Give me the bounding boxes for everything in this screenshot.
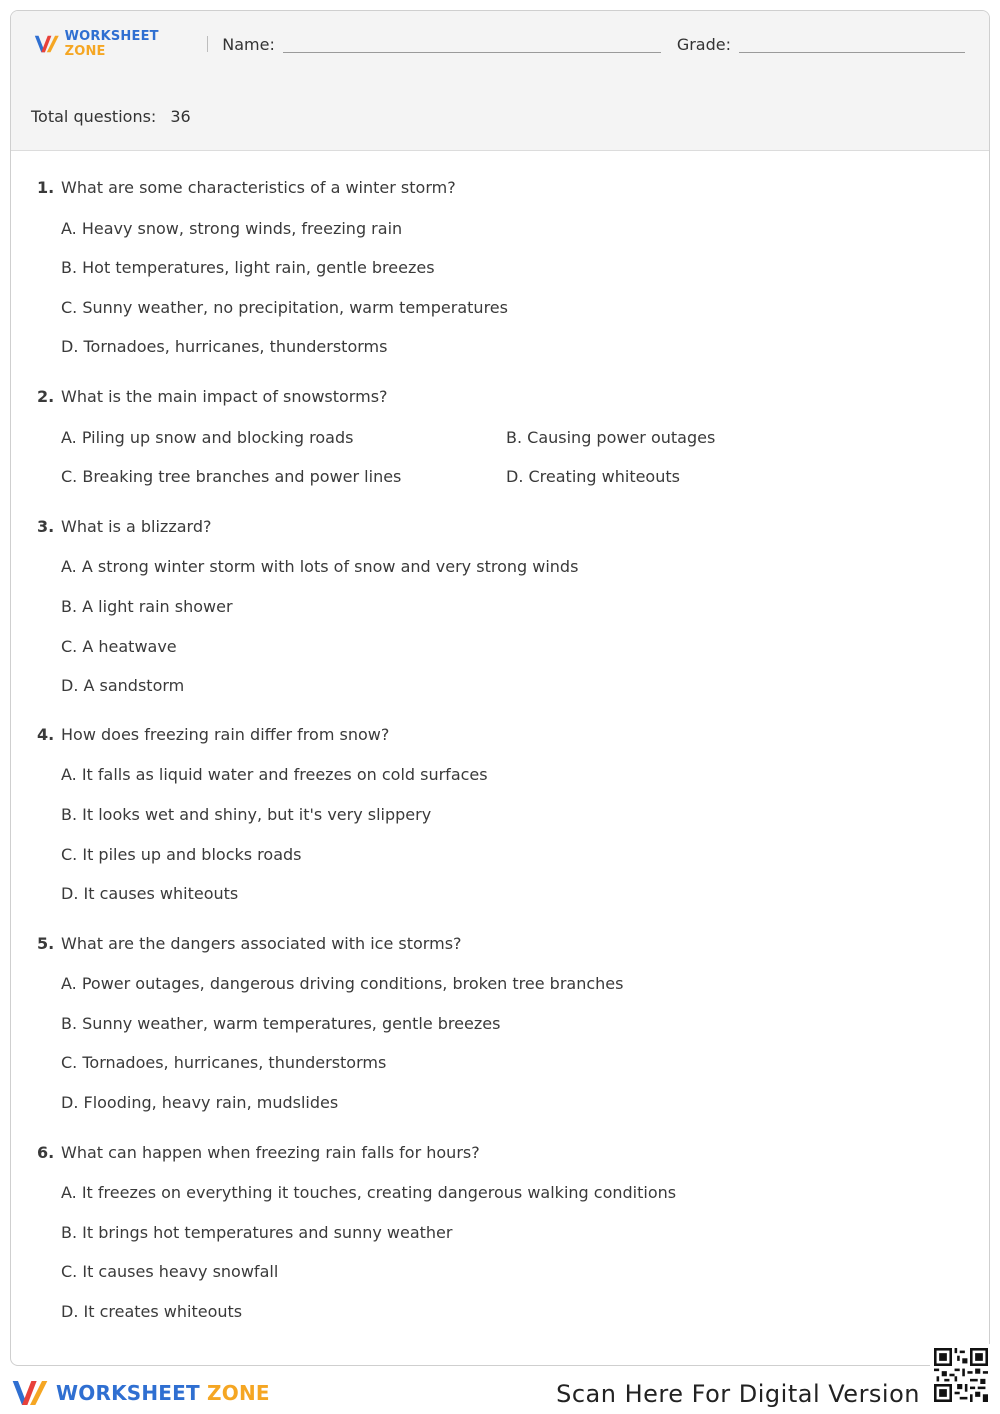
option-6a[interactable]: A. It freezes on everything it touches, creating dangerous walking conditions (61, 1183, 677, 1202)
option-2d[interactable]: D. Creating whiteouts (506, 467, 680, 486)
option-4a[interactable]: A. It falls as liquid water and freezes on cold surfaces (61, 765, 488, 784)
option-3b[interactable]: B. A light rain shower (61, 597, 233, 616)
question-number: 3. (37, 517, 55, 536)
page-footer (0, 1366, 1000, 1414)
brand-part-worksheet: WORKSHEET (56, 1381, 200, 1405)
grade-label: Grade: (676, 34, 731, 54)
option-2b[interactable]: B. Causing power outages (506, 428, 716, 447)
question-number: 1. (37, 178, 55, 197)
option-5c[interactable]: C. Tornadoes, hurricanes, thunderstorms (61, 1053, 387, 1072)
question-2 (37, 387, 388, 406)
grade-field[interactable] (739, 39, 965, 53)
total-questions (31, 107, 191, 126)
question-text: What are the dangers associated with ice storms? (61, 934, 462, 953)
footer-brand-name (56, 1381, 270, 1405)
option-2c[interactable]: C. Breaking tree branches and power lines (61, 467, 402, 486)
option-5a[interactable]: A. Power outages, dangerous driving conditions, broken tree branches (61, 974, 624, 993)
question-5 (37, 934, 462, 953)
name-field[interactable] (283, 39, 661, 53)
brand-part-worksheet: WORKSHEET (64, 29, 159, 44)
option-5d[interactable]: D. Flooding, heavy rain, mudslides (61, 1093, 339, 1112)
question-text: What is the main impact of snowstorms? (61, 387, 388, 406)
option-3c[interactable]: C. A heatwave (61, 637, 177, 656)
name-label: Name: (222, 34, 275, 54)
scan-text: Scan Here For Digital Version (556, 1380, 920, 1408)
option-6d[interactable]: D. It creates whiteouts (61, 1302, 243, 1321)
question-number: 4. (37, 725, 55, 744)
brand-part-zone: ZONE (207, 1381, 270, 1405)
footer-logo (10, 1376, 270, 1410)
worksheet-card (10, 10, 990, 1366)
worksheet-header (11, 11, 989, 151)
question-number: 2. (37, 387, 55, 406)
question-3 (37, 517, 211, 536)
question-text: What is a blizzard? (61, 517, 212, 536)
option-4d[interactable]: D. It causes whiteouts (61, 884, 239, 903)
qr-code-icon[interactable] (930, 1344, 992, 1406)
brand-name (65, 29, 194, 59)
option-1d[interactable]: D. Tornadoes, hurricanes, thunderstorms (61, 337, 388, 356)
question-text: How does freezing rain differ from snow? (61, 725, 390, 744)
option-1a[interactable]: A. Heavy snow, strong winds, freezing rain (61, 219, 403, 238)
header-logo (33, 29, 193, 59)
total-questions-value: 36 (170, 107, 191, 126)
question-number: 6. (37, 1143, 55, 1162)
option-1b[interactable]: B. Hot temperatures, light rain, gentle breezes (61, 258, 435, 277)
option-1c[interactable]: C. Sunny weather, no precipitation, warm temperatures (61, 298, 508, 317)
question-4 (37, 725, 389, 744)
header-row (33, 31, 965, 57)
question-text: What are some characteristics of a winter storm? (61, 178, 456, 197)
option-6c[interactable]: C. It causes heavy snowfall (61, 1262, 279, 1281)
header-divider (207, 36, 208, 52)
option-5b[interactable]: B. Sunny weather, warm temperatures, gentle breezes (61, 1014, 501, 1033)
question-1 (37, 178, 456, 197)
option-2a[interactable]: A. Piling up snow and blocking roads (61, 428, 354, 447)
option-3a[interactable]: A. A strong winter storm with lots of snow and very strong winds (61, 557, 579, 576)
total-questions-label: Total questions: (31, 107, 157, 126)
worksheet-zone-logo-icon (33, 32, 61, 56)
option-4c[interactable]: C. It piles up and blocks roads (61, 845, 302, 864)
question-text: What can happen when freezing rain falls for hours? (61, 1143, 480, 1162)
option-6b[interactable]: B. It brings hot temperatures and sunny weather (61, 1223, 453, 1242)
option-3d[interactable]: D. A sandstorm (61, 676, 185, 695)
brand-part-zone: ZONE (64, 44, 106, 59)
option-4b[interactable]: B. It looks wet and shiny, but it's very slippery (61, 805, 432, 824)
question-number: 5. (37, 934, 55, 953)
question-6 (37, 1143, 480, 1162)
worksheet-zone-logo-icon (10, 1376, 50, 1410)
